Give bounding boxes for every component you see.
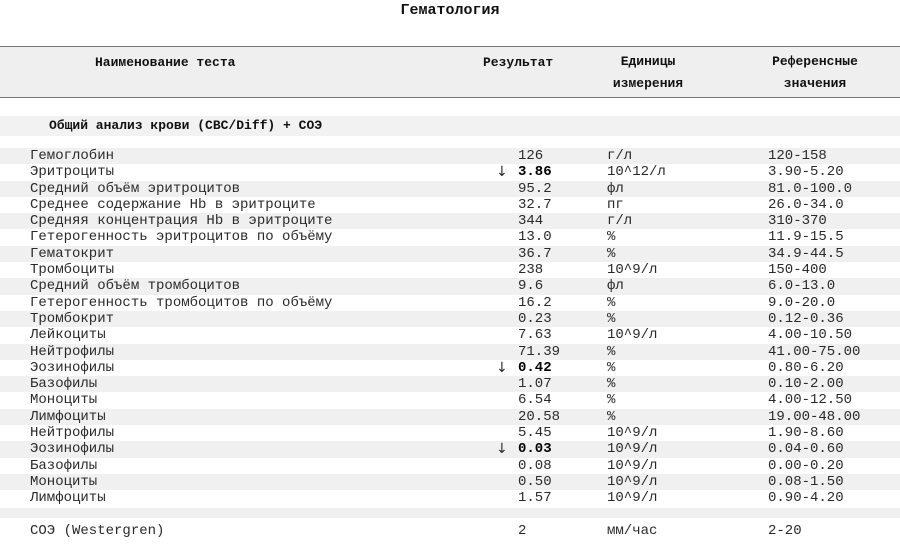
test-unit: % — [607, 392, 616, 409]
test-result: 13.0 — [518, 229, 552, 246]
test-unit: г/л — [607, 148, 633, 164]
test-result: 36.7 — [518, 245, 552, 262]
test-unit: фл — [607, 180, 624, 197]
table-row — [0, 229, 900, 245]
test-unit: 10^12/л — [607, 164, 666, 181]
test-result: 0.42 — [518, 359, 552, 376]
table-row — [0, 441, 900, 457]
test-unit: % — [607, 310, 616, 327]
test-unit: г/л — [607, 213, 633, 230]
test-name: Базофилы — [30, 457, 98, 474]
table-row — [0, 295, 900, 311]
low-flag-icon: ↓ — [496, 164, 508, 181]
test-reference: 3.90-5.20 — [768, 164, 844, 181]
test-unit: % — [607, 343, 616, 360]
test-reference: 4.00-12.50 — [768, 392, 853, 409]
test-reference: 0.04-0.60 — [768, 441, 844, 458]
test-unit: 10^9/л — [607, 490, 658, 507]
test-result: 126 — [518, 148, 544, 164]
test-result: 7.63 — [518, 327, 552, 344]
header-reference — [760, 51, 870, 95]
test-reference: 310-370 — [768, 213, 827, 230]
test-unit: 10^9/л — [607, 441, 658, 458]
test-name: Средняя концентрация Hb в эритроците — [30, 213, 333, 230]
header-reference-line1: Референсные — [772, 54, 858, 69]
section-title: Общий анализ крови (CBC/Diff) + СОЭ — [49, 118, 323, 133]
esr-name: СОЭ (Westergren) — [30, 523, 165, 539]
table-row — [0, 344, 900, 360]
test-reference: 0.80-6.20 — [768, 359, 844, 376]
table-row — [0, 164, 900, 180]
test-result: 20.58 — [518, 408, 561, 425]
table-row — [0, 327, 900, 343]
header-reference-line2: значения — [783, 76, 847, 91]
test-result: 6.54 — [518, 392, 552, 409]
table-row — [0, 246, 900, 262]
test-result: 1.57 — [518, 490, 552, 507]
table-row — [0, 262, 900, 278]
test-reference: 0.08-1.50 — [768, 473, 844, 490]
test-reference: 120-158 — [768, 148, 827, 164]
table-header — [0, 46, 900, 98]
test-reference: 9.0-20.0 — [768, 294, 836, 311]
test-reference: 150-400 — [768, 262, 827, 279]
test-result: 71.39 — [518, 343, 561, 360]
test-unit: фл — [607, 278, 624, 295]
header-result: Результат — [483, 55, 554, 70]
test-reference: 34.9-44.5 — [768, 245, 844, 262]
test-reference: 11.9-15.5 — [768, 229, 844, 246]
test-reference: 81.0-100.0 — [768, 180, 853, 197]
table-row — [0, 490, 900, 506]
low-flag-icon: ↓ — [496, 359, 508, 376]
test-reference: 0.12-0.36 — [768, 310, 844, 327]
header-test-name: Наименование теста — [95, 55, 236, 70]
test-reference: 41.00-75.00 — [768, 343, 861, 360]
test-reference: 4.00-10.50 — [768, 327, 853, 344]
test-reference: 0.10-2.00 — [768, 376, 844, 393]
test-unit: % — [607, 245, 616, 262]
test-unit: % — [607, 229, 616, 246]
test-result: 0.50 — [518, 473, 552, 490]
test-name: Лимфоциты — [30, 408, 106, 425]
table-row — [0, 278, 900, 294]
esr-result: 2 — [518, 523, 527, 539]
test-name: Эозинофилы — [30, 441, 115, 458]
test-name: Гемоглобин — [30, 148, 115, 164]
test-name: Гетерогенность тромбоцитов по объёму — [30, 294, 333, 311]
test-name: Нейтрофилы — [30, 343, 115, 360]
test-name: Моноциты — [30, 392, 98, 409]
test-unit: % — [607, 408, 616, 425]
table-row — [0, 197, 900, 213]
test-reference: 0.00-0.20 — [768, 457, 844, 474]
test-result: 0.03 — [518, 441, 552, 458]
test-reference: 0.90-4.20 — [768, 490, 844, 507]
header-units — [603, 51, 693, 95]
esr-spacer-band — [0, 508, 900, 518]
test-name: Базофилы — [30, 376, 98, 393]
test-name: Тромбокрит — [30, 310, 115, 327]
test-reference: 19.00-48.00 — [768, 408, 861, 425]
test-result: 1.07 — [518, 376, 552, 393]
test-result: 9.6 — [518, 278, 544, 295]
test-result: 95.2 — [518, 180, 552, 197]
table-row — [0, 376, 900, 392]
test-result: 16.2 — [518, 294, 552, 311]
test-name: Тромбоциты — [30, 262, 115, 279]
test-unit: 10^9/л — [607, 262, 658, 279]
header-units-line1: Единицы — [620, 54, 676, 69]
test-result: 238 — [518, 262, 544, 279]
test-reference: 1.90-8.60 — [768, 425, 844, 442]
test-result: 5.45 — [518, 425, 552, 442]
table-row — [0, 360, 900, 376]
test-reference: 6.0-13.0 — [768, 278, 836, 295]
esr-reference: 2-20 — [768, 523, 802, 539]
test-name: Средний объём тромбоцитов — [30, 278, 241, 295]
table-row — [0, 425, 900, 441]
test-unit: % — [607, 294, 616, 311]
test-unit: 10^9/л — [607, 327, 658, 344]
test-result: 0.08 — [518, 457, 552, 474]
table-row — [0, 213, 900, 229]
table-row — [0, 474, 900, 490]
test-result: 0.23 — [518, 310, 552, 327]
test-unit: 10^9/л — [607, 457, 658, 474]
results-table — [0, 148, 900, 507]
test-result: 344 — [518, 213, 544, 230]
table-row — [0, 392, 900, 408]
test-name: Средний объём эритроцитов — [30, 180, 241, 197]
test-unit: % — [607, 359, 616, 376]
header-units-line2: измерения — [612, 76, 684, 91]
test-result: 3.86 — [518, 164, 552, 181]
test-result: 32.7 — [518, 196, 552, 213]
test-unit: 10^9/л — [607, 425, 658, 442]
test-unit: % — [607, 376, 616, 393]
test-unit: пг — [607, 196, 624, 213]
test-name: Гетерогенность эритроцитов по объёму — [30, 229, 333, 246]
table-row — [0, 148, 900, 164]
report-title: Гематология — [400, 2, 500, 19]
test-name: Нейтрофилы — [30, 425, 115, 442]
test-reference: 26.0-34.0 — [768, 196, 844, 213]
table-row — [0, 458, 900, 474]
esr-unit: мм/час — [607, 523, 658, 539]
esr-row — [0, 522, 900, 540]
test-name: Лимфоциты — [30, 490, 106, 507]
test-name: Лейкоциты — [30, 327, 106, 344]
table-row — [0, 181, 900, 197]
test-unit: 10^9/л — [607, 473, 658, 490]
test-name: Моноциты — [30, 473, 98, 490]
test-name: Эритроциты — [30, 164, 115, 181]
test-name: Гематокрит — [30, 245, 115, 262]
test-name: Эозинофилы — [30, 359, 115, 376]
test-name: Среднее содержание Hb в эритроците — [30, 196, 316, 213]
table-row — [0, 409, 900, 425]
table-row — [0, 311, 900, 327]
low-flag-icon: ↓ — [496, 441, 508, 458]
